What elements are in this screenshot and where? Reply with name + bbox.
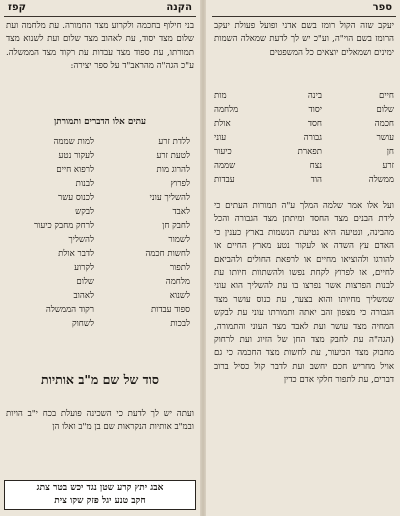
grid-row (214, 146, 394, 160)
left-header-rule (4, 16, 196, 17)
list-item-thing: להרוג מות (156, 165, 190, 175)
list-item-opposite: לשחוק (72, 319, 94, 329)
grid-cell-left: עוני (214, 133, 227, 143)
list-item-thing: לפרוץ (170, 179, 190, 189)
grid-row (214, 90, 394, 104)
grid-cell-left: שממה (214, 161, 236, 171)
divine-name-line: אבג יתץ קרע שטן נגד יכש בטר צתג (36, 483, 164, 493)
left-running-title: הקנה (166, 2, 192, 13)
list-item-opposite: רקוד הממשלה (45, 305, 94, 315)
grid-cell-right: שלום (376, 105, 394, 115)
grid-row (214, 132, 394, 146)
divine-name-box (4, 480, 196, 510)
right-header-rule (212, 16, 396, 17)
list-item-thing: לתפור (169, 263, 190, 273)
list-item-opposite: לקרוע (74, 263, 94, 273)
list-item-thing: לשמור (168, 235, 190, 245)
grid-cell-right: זרע (382, 161, 394, 171)
grid-row (214, 104, 394, 118)
grid-cell-right: חכמה (374, 119, 394, 129)
grid-cell-left: מלחמה (214, 105, 239, 115)
list-heading: עתים אלו הדברים ותמורתן (54, 117, 146, 127)
list-item-opposite: לבנות (75, 179, 94, 189)
grid-cell-middle: הוד (310, 175, 322, 185)
grid-cell-right: ממשלה (368, 175, 394, 185)
list-item-opposite: להשליך (68, 235, 94, 245)
right-intro-paragraph: יעקב שזה הקול רומז בשם אדני ופועל פעולת יעקב הרומז בשם הוי"ה, וע"כ יש לך לדעת שמאלה השמות ימינים ושמאלים יוצאים כל המשפטים (214, 21, 394, 58)
list-item-thing: לבכות (170, 319, 190, 329)
grid-row (214, 160, 394, 174)
right-body-paragraph: ועל אלו אמר שלמה המלך ע"ה תמורות העתים כי לידת הבנים מצד החסד ומיתתן מצד הגבורה והכל מהבינה, ונטיעה היא נטיעת הנשמות בארץ כענין כי האדם עץ השדה או לעקור נטע מארץ החיים או להורגו ולהוציאו מחיים או לרפאת החולים ולהביאם לחיים, או לפרוץ לקחת נפשו ולהשתוות חיותו עת לבנות הפרצות אשר נפרצו בו עת להשליך הוא עוני שמשליך מחיותו והוא בצער, עת כנוס עושר מצד הגבורה כי מצפון זהב יאתה ותמורתו עוני עת לבקש המחיה מצד עושר ועת לאבד מצד העוני והתמורה, (הגה"ה עת לחבק מצד החן של הזיוג ועת לרחוק מחבוק מצד הכיעור, עת לחשות מצד החכמה כי גם אויל מחריש חכם יחשב ועת לדבר קול כסיל ברוב דברים, עת לתפור חלקי אדם כדין (214, 201, 394, 386)
list-item (14, 164, 190, 178)
list-item-thing: ספוד עבדות (150, 305, 190, 315)
list-item (14, 234, 190, 248)
grid-cell-right: עושר (376, 133, 394, 143)
list-item (14, 318, 190, 332)
grid-cell-middle: בינה (307, 91, 322, 101)
page-number: קפז (8, 2, 26, 13)
list-item (14, 136, 190, 150)
list-item-opposite: שלום (76, 277, 94, 287)
grid-cell-right: חיים (379, 91, 394, 101)
list-item-opposite: לבקש (75, 207, 94, 217)
list-item-opposite: לרפוא חיים (56, 165, 94, 175)
grid-cell-left: מות (214, 91, 227, 101)
list-item (14, 150, 190, 164)
right-column (208, 0, 400, 516)
list-item-thing: לטעת זרע (156, 151, 190, 161)
attribute-pairs-grid (214, 90, 394, 192)
list-item-opposite: לכנוס עשר (57, 193, 94, 203)
list-item-opposite: לרחק מחבק כיעור (33, 221, 94, 231)
list-item-opposite: לדבר אולת (58, 249, 94, 259)
grid-row (214, 174, 394, 188)
grid-cell-right: חן (386, 147, 394, 157)
divine-name-line: חקב טנע יגל פזק שקו צית (54, 496, 146, 506)
times-list (14, 136, 190, 336)
list-item-thing: לאבד (172, 207, 190, 217)
grid-cell-left: כיעור (214, 147, 232, 157)
book-gutter (200, 0, 206, 516)
list-item-opposite: לעקור נטע (58, 151, 94, 161)
section-body-paragraph: ועתה יש לך לדעת כי השכינה פועלת בכח י"ב הויות ובמ"ב אותיות הנקראות שם בן מ"ב ואלו הן (6, 409, 194, 433)
grid-cell-middle: תפארת (297, 147, 322, 157)
list-item-thing: מלחמה (165, 277, 190, 287)
list-item (14, 262, 190, 276)
grid-cell-middle: יסוד (308, 105, 322, 115)
list-item-thing: לחשות חכמה (145, 249, 190, 259)
list-item-thing: לחבק חן (162, 221, 190, 231)
list-item (14, 248, 190, 262)
list-item (14, 178, 190, 192)
grid-cell-middle: חסד (307, 119, 322, 129)
left-top-paragraph: בני חילוף בחכמה ולקרוע מצד החמורה. עת מלחמה ועת שלום מצד יסוד, עת לאהוב מצד שלום ועת לשנוא מצד תמורתו, עת ספוד מצד עבדות עת רקוד מצד הממשלה. ע"כ הגה"ה מהראב"ד על ספר יצירה: (6, 21, 194, 72)
list-item (14, 206, 190, 220)
grid-cell-left: עבדות (214, 175, 235, 185)
grid-cell-left: אולת (214, 119, 231, 129)
list-item (14, 276, 190, 290)
list-item (14, 290, 190, 304)
list-item-thing: ללדת זרע (158, 137, 190, 147)
list-item (14, 304, 190, 318)
right-running-title: ספר (372, 2, 392, 13)
section-title: סוד של שם מ"ב אותיות (41, 372, 159, 387)
list-item-opposite: למות שממה (53, 137, 94, 147)
list-item-thing: להשליך עוני (149, 193, 190, 203)
grid-row (214, 118, 394, 132)
list-item (14, 220, 190, 234)
grid-cell-middle: גבורה (303, 133, 322, 143)
list-item-thing: לשנוא (169, 291, 190, 301)
grid-cell-middle: נצח (309, 161, 322, 171)
list-item-opposite: לאהוב (73, 291, 94, 301)
list-item (14, 192, 190, 206)
